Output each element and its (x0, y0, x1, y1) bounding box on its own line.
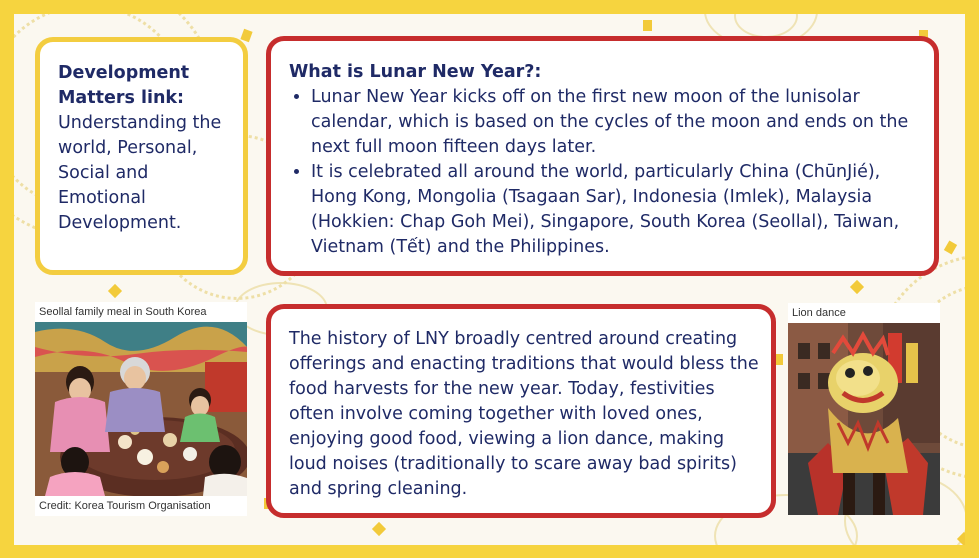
history-box (266, 304, 776, 518)
confetti-decoration (108, 284, 122, 298)
development-matters-heading: Development Matters link: (58, 63, 190, 108)
photo-credit: Credit: Korea Tourism Organisation (39, 500, 211, 512)
lny-bullet-item: • It is celebrated all around the world, particularly China (ChūnJié), Hong Kong, Mongolia (Tsagaan Sar), Indonesia (Imlek), Malaysia (Hokkien: Chap Goh Mei), Singapore, South Korea (Seollal), Taiwan, Vietnam (Tết) and the Philippines. (311, 160, 922, 260)
family-meal-photo-card (35, 302, 247, 516)
what-is-lny-heading: What is Lunar New Year?: (289, 62, 542, 82)
confetti-decoration (240, 29, 252, 42)
confetti-decoration (850, 280, 864, 294)
lny-bullet-list (289, 85, 922, 260)
lion-dance-photo (788, 323, 940, 515)
confetti-decoration (372, 522, 386, 536)
lion-dance-illustration (788, 323, 940, 515)
what-is-lny-box (266, 36, 939, 276)
development-matters-body: Understanding the world, Personal, Social and Emotional Development. (58, 113, 222, 233)
family-meal-caption: Seollal family meal in South Korea (39, 306, 207, 318)
confetti-decoration (643, 20, 652, 31)
lny-bullet-item: • Lunar New Year kicks off on the first new moon of the lunisolar calendar, which is based on the cycles of the moon and ends on the next full moon fifteen days later. (311, 85, 922, 160)
lion-dance-photo-card (788, 303, 940, 515)
lion-dance-caption: Lion dance (792, 307, 846, 319)
history-text: The history of LNY broadly centred around creating offerings and enacting traditions that would bless the food harvests for the new year. Today, festivities often involve coming together with loved ones, enjoying good food, viewing a lion dance, making loud noises (traditionally to scare away bad spirits) and spring cleaning. (289, 329, 759, 499)
family-meal-illustration (35, 322, 247, 496)
family-meal-photo (35, 322, 247, 496)
development-matters-box (35, 37, 248, 275)
confetti-decoration (944, 240, 957, 254)
